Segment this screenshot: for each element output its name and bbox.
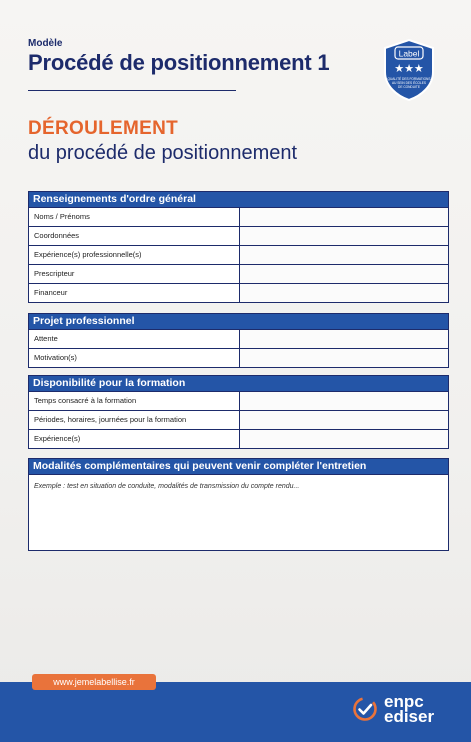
table-row <box>29 207 448 226</box>
title-divider <box>28 90 236 91</box>
badge-caption-1: QUALITÉ DES FORMATIONS <box>387 77 431 81</box>
row-field[interactable] <box>240 265 448 283</box>
table-header: Renseignements d'ordre général <box>29 192 448 207</box>
badge-caption-3: DE CONDUITE <box>398 85 420 89</box>
badge-stars: ★★★ <box>394 62 424 75</box>
page-title: Procédé de positionnement 1 <box>28 50 330 75</box>
brand-logo <box>352 694 434 724</box>
row-label: Noms / Prénoms <box>29 208 240 226</box>
row-label: Financeur <box>29 284 240 302</box>
professional-project-table <box>28 313 449 368</box>
table-row <box>29 226 448 245</box>
complementary-modalities-box <box>28 458 449 551</box>
row-field[interactable] <box>240 392 448 410</box>
badge-label: Label <box>398 48 420 59</box>
row-label: Coordonnées <box>29 227 240 245</box>
row-field[interactable] <box>240 284 448 302</box>
section-heading: DÉROULEMENT <box>28 118 179 139</box>
row-label: Prescripteur <box>29 265 240 283</box>
brand-line-1: enpc <box>384 692 424 711</box>
row-field[interactable] <box>240 330 448 348</box>
table-row <box>29 391 448 410</box>
table-row <box>29 245 448 264</box>
table-row <box>29 283 448 302</box>
row-label: Expérience(s) professionnelle(s) <box>29 246 240 264</box>
table-row <box>29 329 448 348</box>
row-label: Expérience(s) <box>29 430 240 448</box>
row-field[interactable] <box>240 430 448 448</box>
table-row <box>29 348 448 367</box>
row-label: Attente <box>29 330 240 348</box>
row-field[interactable] <box>240 227 448 245</box>
table-row <box>29 429 448 448</box>
website-link[interactable]: www.jemelabellise.fr <box>32 674 156 690</box>
row-label: Temps consacré à la formation <box>29 392 240 410</box>
row-field[interactable] <box>240 349 448 367</box>
table-row <box>29 410 448 429</box>
table-header: Disponibilité pour la formation <box>29 376 448 391</box>
brand-line-2: ediser <box>384 707 435 726</box>
label-shield-icon <box>381 38 437 102</box>
row-field[interactable] <box>240 246 448 264</box>
table-header: Modalités complémentaires qui peuvent venir compléter l'entretien <box>29 459 448 474</box>
document-type: Modèle <box>28 38 63 49</box>
brand-name <box>384 694 434 724</box>
table-row <box>29 264 448 283</box>
table-header: Projet professionnel <box>29 314 448 329</box>
row-field[interactable] <box>240 208 448 226</box>
general-info-table <box>28 191 449 303</box>
row-label: Périodes, horaires, journées pour la formation <box>29 411 240 429</box>
badge-caption-2: AU SEIN DES ÉCOLES <box>391 81 427 85</box>
notes-field[interactable]: Exemple : test en situation de conduite, modalités de transmission du compte rendu... <box>29 474 448 550</box>
row-field[interactable] <box>240 411 448 429</box>
row-label: Motivation(s) <box>29 349 240 367</box>
check-circle-logo-icon <box>352 696 378 722</box>
availability-table <box>28 375 449 449</box>
section-subheading: du procédé de positionnement <box>28 142 298 164</box>
